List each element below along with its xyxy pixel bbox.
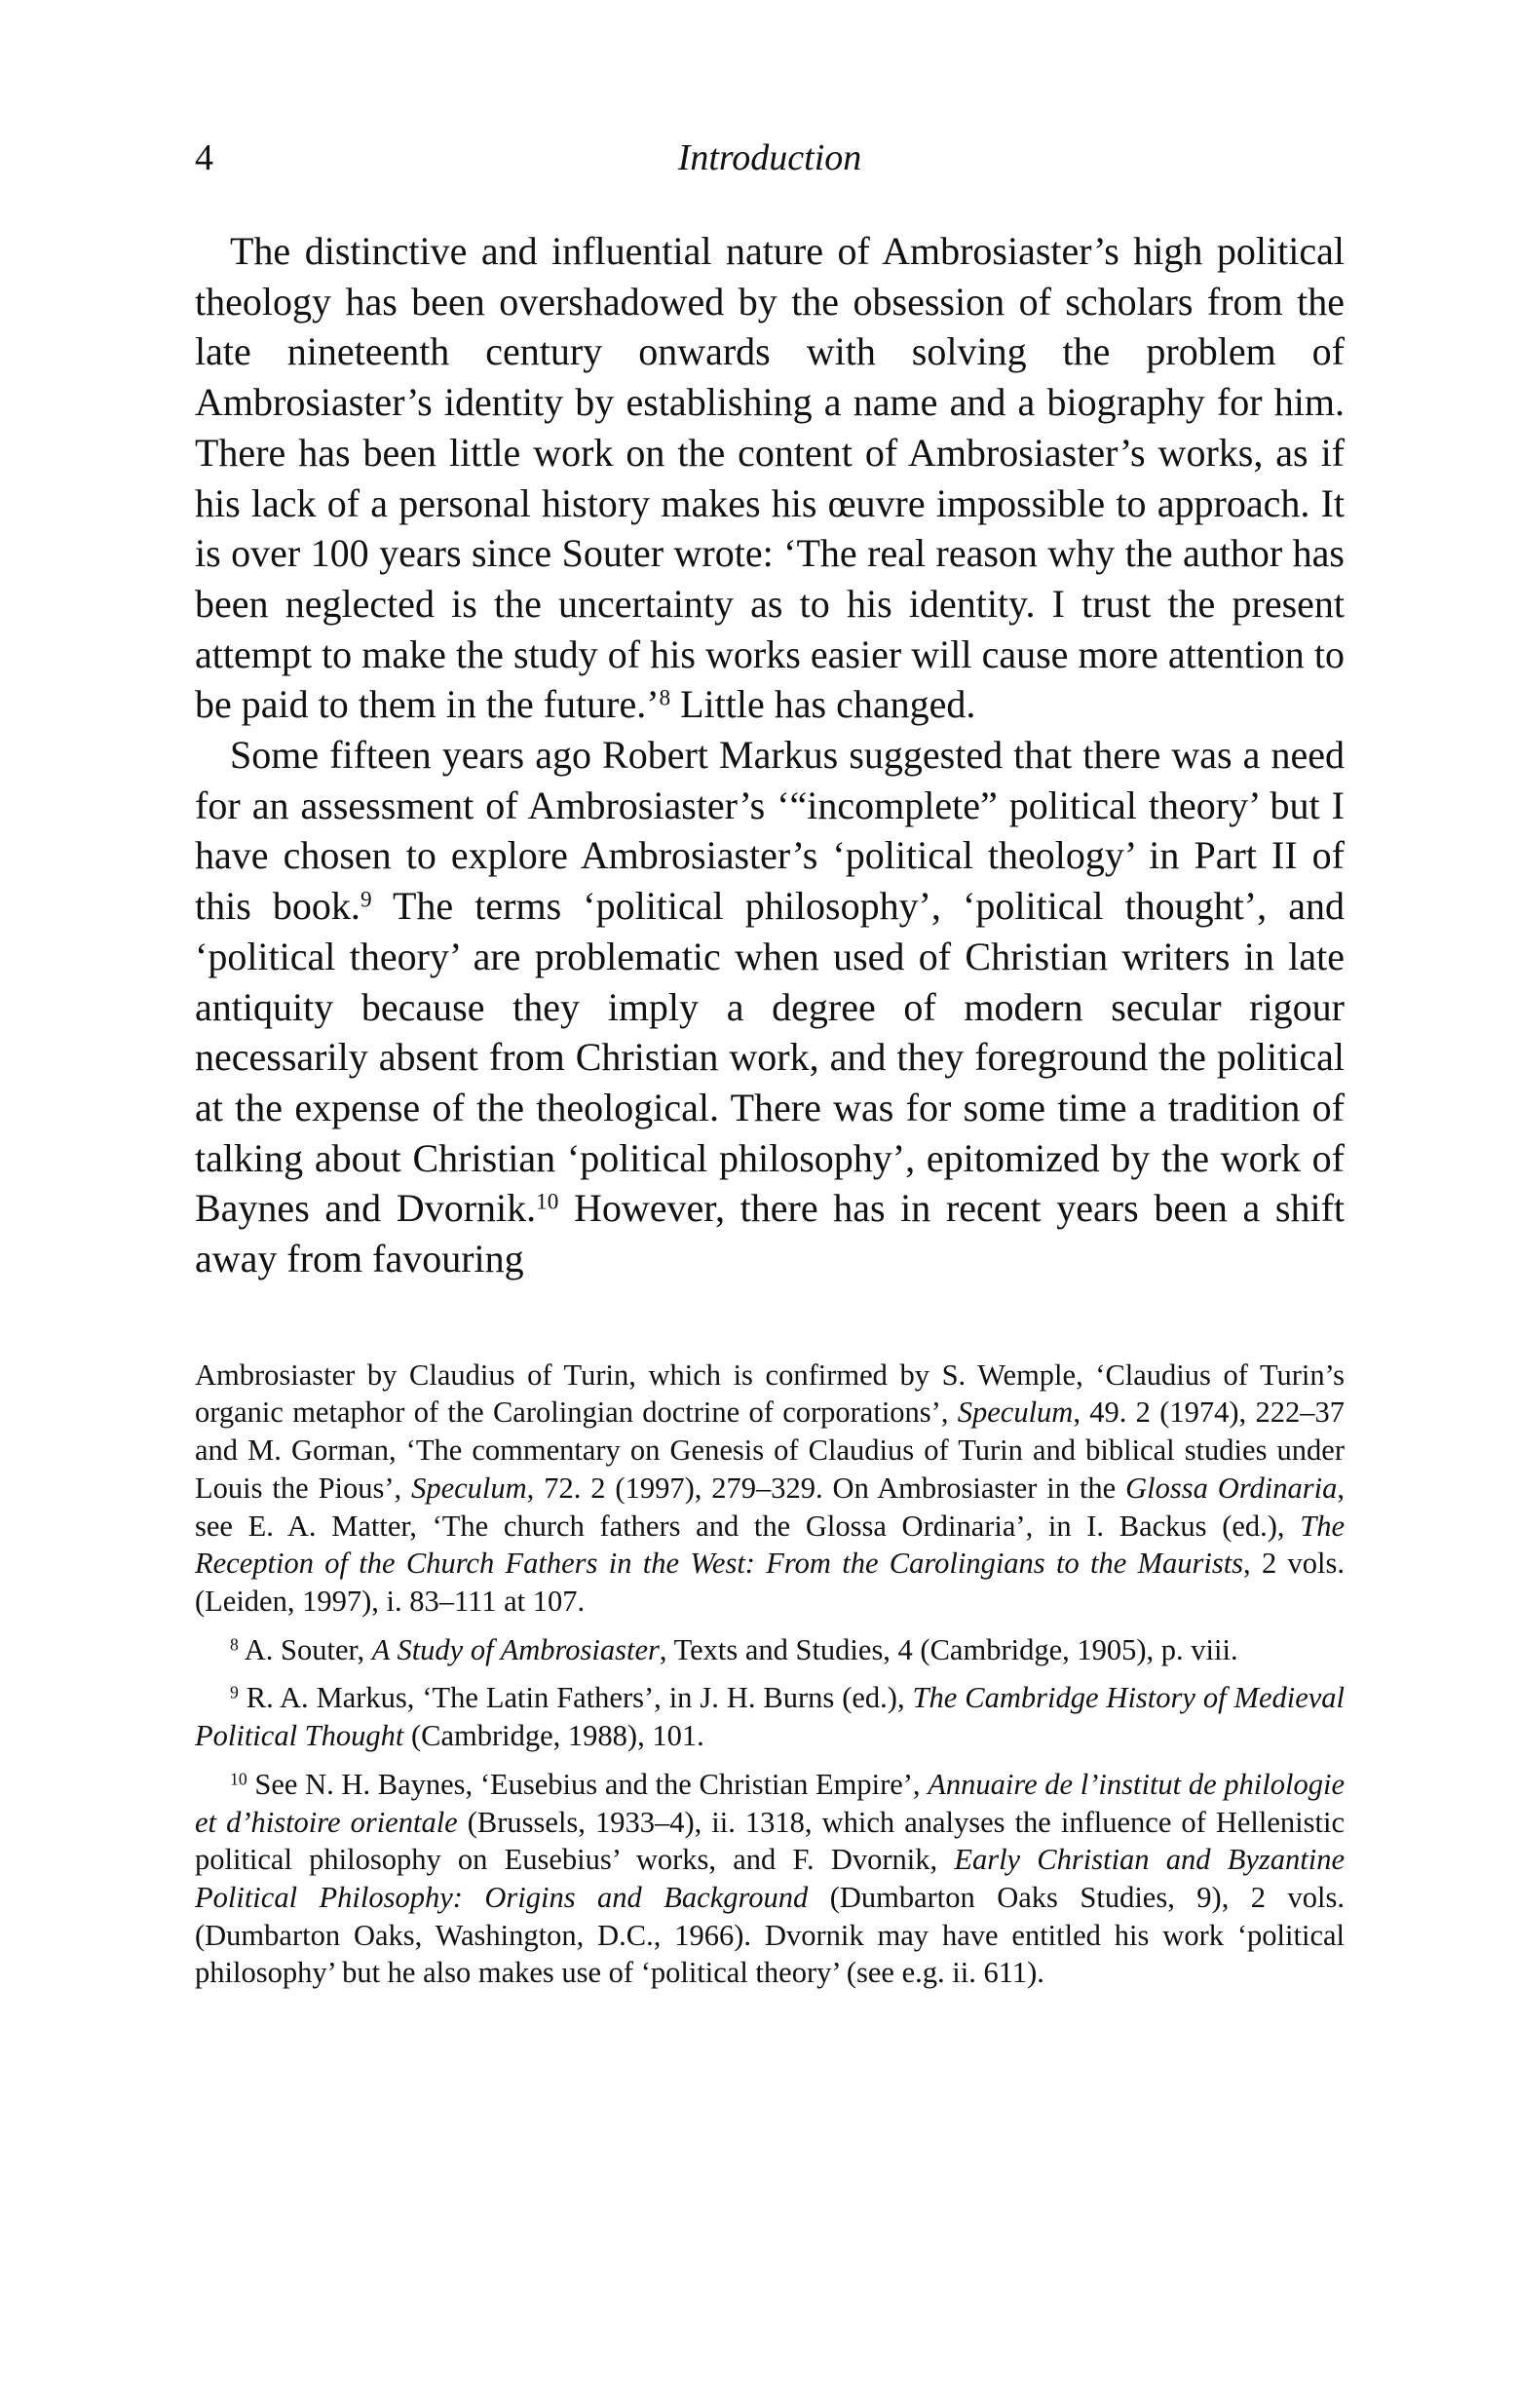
footnotes [195,1357,1345,1992]
body-text-run: The terms ‘political philosophy’, ‘political thought’, and ‘political theory’ are problematic when used of Christian writers in late antiquity because they imply a degree of modern secular rigour necessarily absent from Christian work, and they foreground the political at the expense of the theological. There was for some time a tradition of talking about Christian ‘political philosophy’, epitomized by the work of Baynes and Dvornik. [195,884,1345,1231]
footnote-italic: The Reception of the Church Fathers in the West: From the Carolingians to the Maurists [195,1509,1345,1581]
footnote-italic: Early Christian and Byzantine Political Philosophy: Origins and Background [195,1843,1345,1914]
footnote-text: Ambrosiaster by Claudius of Turin, which is confirmed by S. Wemple, ‘Claudius of Turin’s organic metaphor of the Carolingian doctrine of corporations’, [195,1357,1345,1430]
page-number: 4 [195,137,213,178]
body-text-run: Some fifteen years ago Robert Markus suggested that there was a need for an assessment of Ambrosiaster’s ‘“incomplete” political theory’ but I have chosen to explore Ambrosiaster’s ‘political theology’ in Part II of this book. [195,733,1345,929]
body-paragraph [195,730,1345,1284]
footnote-marker: 10 [230,1769,247,1789]
body-text-run: Little has changed. [670,682,976,727]
footnote-reference: 9 [360,887,372,913]
footnote-text: R. A. Markus, ‘The Latin Fathers’, in J. H. Burns (ed.), [238,1681,913,1715]
footnote-text: , see E. A. Matter, ‘The church fathers and the Glossa Ordinaria’, in I. Backus (ed.), [195,1471,1346,1543]
body-text-run: However, there has in recent years been a shift away from favouring [195,1186,1346,1281]
footnote-text: , 49. 2 (1974), 222–37 and M. Gorman, ‘The commentary on Genesis of Claudius of Turin and biblical studies under Louis the Pious’, [195,1395,1345,1505]
footnote-reference: 10 [536,1189,559,1215]
footnote-italic: Annuaire de l’institut de philologie et d’histoire orientale [195,1767,1345,1839]
footnote-reference: 8 [659,685,671,711]
footnote-italic: Glossa Ordinaria [1125,1471,1338,1505]
footnote-italic: The Cambridge History of Medieval Political Thought [195,1681,1345,1753]
footnote-text: , 72. 2 (1997), 279–329. On Ambrosiaster in the [526,1471,1126,1505]
footnote-text: (Cambridge, 1988), 101. [403,1719,704,1753]
running-title: Introduction [677,137,862,178]
footnote-italic: Speculum [957,1395,1074,1430]
footnote-text: A. Souter, [238,1632,372,1666]
footnote-text: , 2 vols. (Leiden, 1997), i. 83–111 at 107. [195,1547,1346,1618]
footnote-italic: A Study of Ambrosiaster [371,1632,660,1666]
footnote-10 [195,1766,1345,1992]
footnote-text: (Dumbarton Oaks Studies, 9), 2 vols. (Dumbarton Oaks, Washington, D.C., 1966). Dvornik may have entitled his work ‘political philosophy’ but he also makes use of ‘political theory’ (see e.g. ii. 611). [195,1880,1345,1990]
book-page [195,136,1345,2003]
footnote-italic: Speculum [411,1471,527,1505]
body-text-run: The distinctive and influential nature of Ambrosiaster’s high political theology has been overshadowed by the obsession of scholars from the late nineteenth century onwards with solving the problem of Ambrosiaster’s identity by establishing a name and a biography for him. There has been little work on the content of Ambrosiaster’s works, as if his lack of a personal history makes his œuvre impossible to approach. It is over 100 years since Souter wrote: ‘The real reason why the author has been neglected is the uncertainty as to his identity. I trust the present attempt to make the study of his works easier will cause more attention to be paid to them in the future.’ [195,229,1345,727]
body-paragraph [195,226,1345,730]
footnote-text: , Texts and Studies, 4 (Cambridge, 1905), p. viii. [659,1632,1238,1666]
footnote-text: See N. H. Baynes, ‘Eusebius and the Christian Empire’, [247,1767,929,1801]
footnote-8 [195,1631,1345,1669]
footnote-text: (Brussels, 1933–4), ii. 1318, which analyses the influence of Hellenistic political philosophy on Eusebius’ works, and F. Dvornik, [195,1805,1345,1877]
footnote-9 [195,1679,1345,1754]
footnote-marker: 8 [230,1633,239,1654]
footnote-marker: 9 [230,1682,239,1702]
footnote-continued [195,1357,1345,1621]
body-text [195,226,1345,1284]
running-head [195,136,1345,195]
